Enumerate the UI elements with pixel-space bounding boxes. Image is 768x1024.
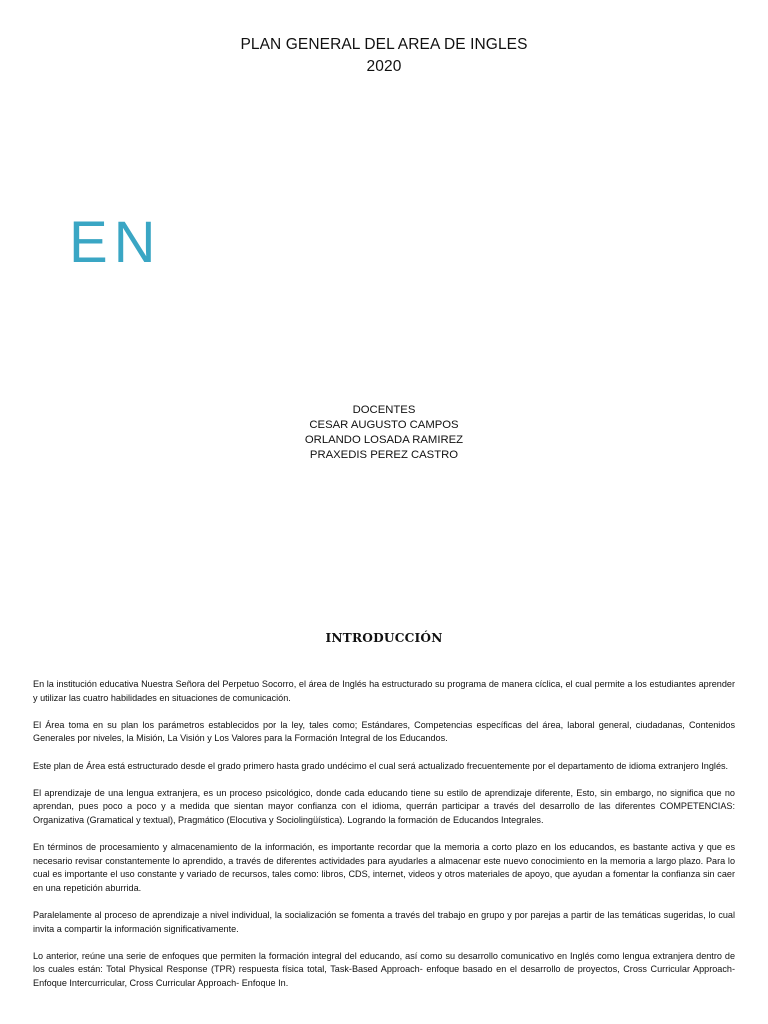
paragraph: Paralelamente al proceso de aprendizaje a nivel individual, la socialización se fomenta a través del trabajo en grupo y por parejas a partir de las temáticas sugeridas, lo cual invita a compartir la información significativamente.	[33, 910, 735, 934]
teacher-name: CESAR AUGUSTO CAMPOS	[309, 419, 459, 431]
teachers-block	[0, 403, 768, 463]
introduction-body	[33, 678, 735, 1004]
paragraph: En la institución educativa Nuestra Señora del Perpetuo Socorro, el área de Inglés ha estructurado su programa de manera cíclica, el cual permite a los estudiantes aprender y utilizar las cuatro habilidades en situaciones de comunicación.	[33, 679, 735, 703]
teacher-name: ORLANDO LOSADA RAMIREZ	[304, 434, 464, 446]
teachers-heading: DOCENTES	[352, 404, 416, 416]
paragraph: Este plan de Área está estructurado desde el grado primero hasta grado undécimo el cual será actualizado frecuentemente por el departamento de idioma extranjero Inglés.	[33, 760, 729, 771]
document-year: 2020	[366, 58, 402, 75]
introduction-heading: INTRODUCCIÓN	[325, 631, 443, 645]
en-logo	[69, 210, 162, 275]
document-title: PLAN GENERAL DEL AREA DE INGLES	[240, 36, 528, 53]
paragraph: Lo anterior, reúne una serie de enfoques que permiten la formación integral del educando, así como su desarrollo comunicativo en Inglés como lengua extranjera dentro de los cuales están: Total Physical Response (TPR) respuesta física total, Task-Based Approach- enfoque basado en el desarrollo de proyectos, Cross Curricular Approach- Enfoque Intercurricular, Cross Curricular Approach- Enfoque In.	[33, 950, 735, 989]
paragraph: El Área toma en su plan los parámetros establecidos por la ley, tales como; Estándares, Competencias específicas del área, laboral general, ciudadanas, Contenidos Generales por niveles, la Misión, La Visión y Los Valores para la Formación Integral de los Educandos.	[33, 719, 735, 744]
paragraph: El aprendizaje de una lengua extranjera, es un proceso psicológico, donde cada educando tiene su estilo de aprendizaje diferente, Esto, sin embargo, no significa que no aprendan, pues poco a poco y a medida que sientan mayor confianza con el idioma, querrán participar a través del desarrollo de las diferentes COMPETENCIAS: Organizativa (Gramatical y textual), Pragmático (Elocutiva y Sociolingüística). Logrando la formación de Educandos Integrales.	[33, 787, 735, 825]
paragraph: En términos de procesamiento y almacenamiento de la información, es importante recordar que la memoria a corto plazo en los educandos, es bastante activa y que es necesario revisar constantemente lo aprendido, a través de diferentes actividades para ayudarles a almacenar este nuevo conocimiento en la memoria a largo plazo. Para lo cual es importante el uso constante y variado de recursos, tales como: libros, CDS, internet, videos y otros materiales de apoyo, que ayudan a fomentar la confianza sin caer en una repetición aburrida.	[33, 842, 735, 893]
en-logo-text: EN	[69, 210, 162, 275]
teacher-name: PRAXEDIS PEREZ CASTRO	[309, 449, 459, 461]
